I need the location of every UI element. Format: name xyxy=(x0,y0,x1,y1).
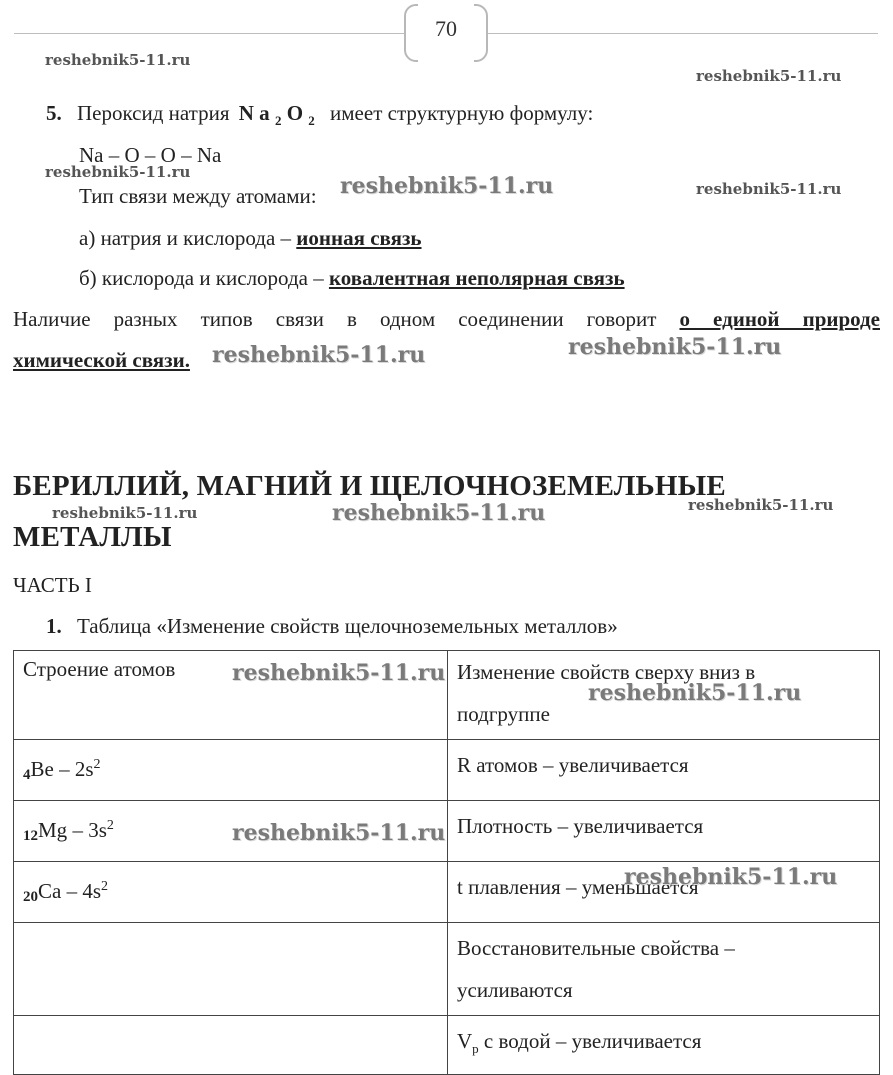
conclusion-line1 xyxy=(13,307,880,332)
task1-heading xyxy=(46,614,618,639)
header-rule-left xyxy=(14,33,406,34)
electron-config: – 4s xyxy=(66,879,102,903)
page-number-box xyxy=(404,4,488,62)
task1-title: Таблица «Изменение свойств щелочноземельных металлов» xyxy=(77,614,618,638)
section-title: БЕРИЛЛИЙ, МАГНИЙ И ЩЕЛОЧНОЗЕМЕЛЬНЫЕ xyxy=(13,470,726,502)
atomic-number: 20 xyxy=(23,889,38,905)
property-cell: R атомов – увеличивается xyxy=(448,740,880,801)
watermark: reshebnik5-11.ru xyxy=(688,496,834,514)
property-cell: Плотность – увеличивается xyxy=(448,801,880,862)
table-row xyxy=(14,923,880,1016)
answer-b-value: ковалентная неполярная связь xyxy=(328,266,625,290)
header-left-text: Строение атомов xyxy=(23,657,176,681)
task1-number: 1. xyxy=(46,614,62,638)
bond-type-label: Тип связи между атомами: xyxy=(79,184,317,208)
conclusion-answer: о единой природе xyxy=(679,307,880,331)
table-row xyxy=(14,740,880,801)
answer-a-label: а) натрия и кислорода – xyxy=(79,226,292,250)
property-text: Восстановительные свойства – усиливаются xyxy=(457,936,735,1002)
table-row xyxy=(14,1016,880,1075)
atomic-number: 4 xyxy=(23,767,31,783)
watermark: reshebnik5-11.ru xyxy=(212,342,426,368)
header-right-text: Изменение свойств сверху вниз в подгруппе xyxy=(457,660,756,726)
config-superscript: 2 xyxy=(93,757,101,772)
answer-b xyxy=(79,266,625,291)
answer-b-label: б) кислорода и кислорода – xyxy=(79,266,324,290)
config-cell xyxy=(14,862,448,923)
element-symbol: Ca xyxy=(38,879,62,903)
element-symbol: Mg xyxy=(38,818,68,842)
property-cell xyxy=(448,923,880,1016)
table-row xyxy=(14,801,880,862)
watermark: reshebnik5-11.ru xyxy=(332,500,546,526)
watermark: reshebnik5-11.ru xyxy=(45,51,191,69)
property-subscript: р xyxy=(472,1041,479,1057)
electron-config: – 3s xyxy=(72,818,107,842)
watermark: reshebnik5-11.ru xyxy=(624,864,838,890)
task5-number: 5. xyxy=(46,101,62,125)
task5-intro-pre: Пероксид натрия xyxy=(77,101,230,125)
watermark: reshebnik5-11.ru xyxy=(45,163,191,181)
atomic-number: 12 xyxy=(23,828,38,844)
task5-formula: N a $_2$ O $_2$ xyxy=(238,101,315,129)
part-label: ЧАСТЬ I xyxy=(13,573,92,597)
property-symbol: V xyxy=(457,1029,473,1053)
watermark: reshebnik5-11.ru xyxy=(588,680,802,706)
page-number: 70 xyxy=(435,16,457,41)
watermark: reshebnik5-11.ru xyxy=(52,504,198,522)
electron-config: – 2s xyxy=(59,757,94,781)
watermark: reshebnik5-11.ru xyxy=(696,67,842,85)
conclusion-text: Наличие разных типов связи в одном соединении говорит xyxy=(13,307,657,331)
watermark: reshebnik5-11.ru xyxy=(568,334,782,360)
watermark: reshebnik5-11.ru xyxy=(340,173,554,199)
config-cell xyxy=(14,740,448,801)
properties-table xyxy=(13,650,880,1075)
config-superscript: 2 xyxy=(106,818,114,833)
header-rule-right xyxy=(484,33,878,34)
answer-a xyxy=(79,226,422,251)
answer-a-value: ионная связь xyxy=(296,226,422,250)
section-title-continued: МЕТАЛЛЫ xyxy=(13,521,172,553)
watermark: reshebnik5-11.ru xyxy=(696,180,842,198)
watermark: reshebnik5-11.ru xyxy=(232,820,446,846)
property-text: с водой – увеличивается xyxy=(483,1029,702,1053)
property-cell: t плавления – уменьшается xyxy=(448,862,880,923)
property-cell xyxy=(448,1016,880,1075)
empty-cell xyxy=(14,1016,448,1075)
empty-cell xyxy=(14,923,448,1016)
element-symbol: Be xyxy=(30,757,54,781)
structural-formula: Na – O – O – Na xyxy=(79,143,222,167)
watermark: reshebnik5-11.ru xyxy=(232,660,446,686)
task5-line1 xyxy=(46,101,593,129)
task5-intro-post: имеет структурную формулу: xyxy=(330,101,594,125)
config-superscript: 2 xyxy=(101,879,109,894)
conclusion-answer-continued: химической связи. xyxy=(13,348,190,372)
